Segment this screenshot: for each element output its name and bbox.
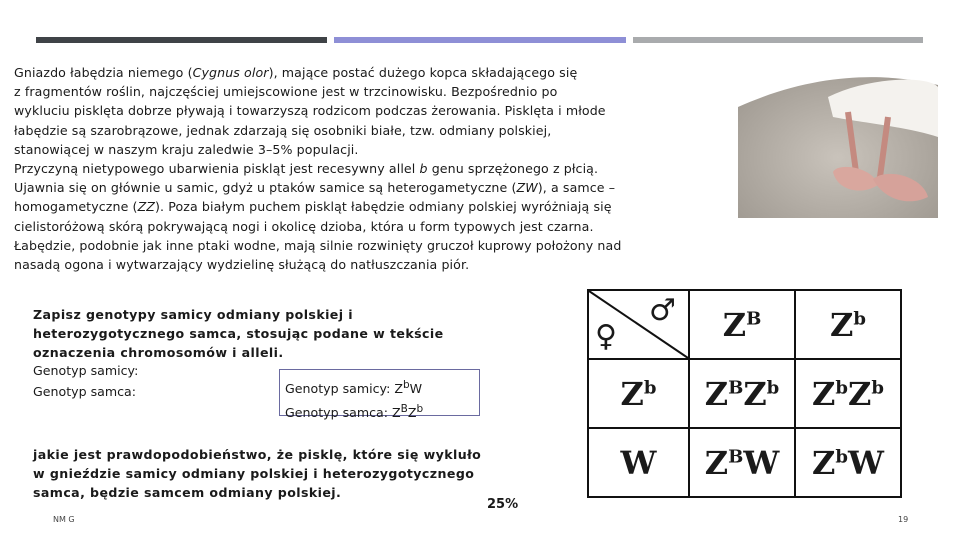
- header-bar-purple: [334, 37, 626, 43]
- punnett-header-female-2: W: [588, 428, 689, 497]
- female-symbol-icon: ♀: [595, 319, 617, 354]
- punnett-header-male-1: $Z^B$: [689, 290, 795, 359]
- punnett-square: [587, 289, 902, 498]
- probability-answer: 25%: [487, 497, 519, 512]
- male-genotype-answer: Genotyp samca: $Z^BZ^b$: [285, 403, 424, 421]
- task-probability: jakie jest prawdopodobieństwo, że pisklę, które się wykluło w gnieździe samicy odmiany polskiej i heterozygotycznego samca, będzie samcem odmiany polskiej.: [33, 447, 482, 500]
- page-number: 19: [898, 515, 909, 524]
- punnett-cell: $Z^BW$: [689, 428, 795, 497]
- punnett-header-male-2: $Z^b$: [795, 290, 901, 359]
- female-genotype-label: Genotyp samicy:: [33, 363, 139, 378]
- punnett-cell: $Z^BZ^b$: [689, 359, 795, 428]
- task-genotypes: Zapisz genotypy samicy odmiany polskiej i heterozygotycznego samca, stosując podane w tekście oznaczenia chromosomów i alleli.: [33, 307, 444, 360]
- male-genotype-label: Genotyp samca:: [33, 384, 137, 399]
- header-bar-dark: [36, 37, 327, 43]
- punnett-cell: $Z^bZ^b$: [795, 359, 901, 428]
- male-symbol-icon: ♂: [649, 293, 676, 328]
- punnett-header-female-1: $Z^b$: [588, 359, 689, 428]
- intro-paragraph: Gniazdo łabędzia niemego (Cygnus olor), mające postać dużego kopca składającego się z fragmentów roślin, najczęściej umiejscowione jest w trzcinowisku. Bezpośrednio po wykluciu pisklęta dobrze pływają i towarzyszą rodzicom podczas żerowania. Pisklęta i młode łabędzie są szarobrązowe, jednak zdarzają się osobniki białe, tzw. odmiany polskiej, stanowiącej w naszym kraju zaledwie 3–5% populacji. Przyczyną nietypowego ubarwienia piskląt jest recesywny allel b genu sprzężonego z płcią. Ujawnia się on głównie u samic, gdyż u ptaków samice są heterogametyczne (ZW), a samce – homogametyczne (ZZ). Poza białym puchem piskląt łabędzie odmiany polskiej wyróżniają się cielistoróżową skórą pokrywającą nogi i okolicę dzioba, która u form typowych jest czarna. Łabędzie, podobnie jak inne ptaki wodne, mają silnie rozwinięty gruczoł kuprowy położony nad nasadą ogona i wytwarzający wydzielinę służącą do natłuszczania piór.: [14, 65, 622, 273]
- header-bar-gray: [633, 37, 923, 43]
- punnett-cell: $Z^bW$: [795, 428, 901, 497]
- punnett-corner: [588, 290, 689, 359]
- genotype-answer-box: [279, 369, 480, 421]
- female-genotype-answer: Genotyp samicy: $Z^bW$: [285, 379, 423, 397]
- swan-feet-photo: [738, 67, 938, 218]
- footer-author: NM G: [53, 515, 75, 524]
